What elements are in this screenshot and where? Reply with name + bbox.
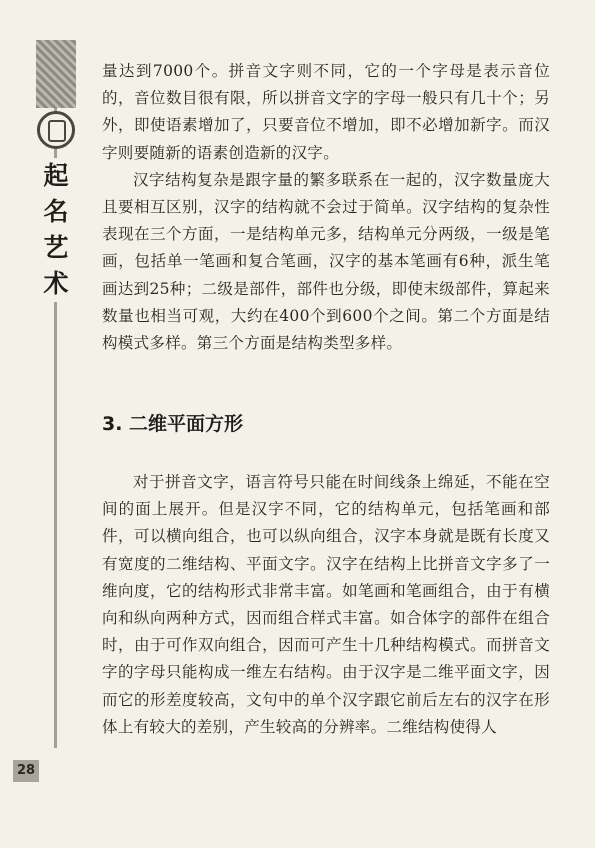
paragraph-structure: 汉字结构复杂是跟字量的繁多联系在一起的，汉字数量庞大且要相互区别，汉字的结构就不会过于简单。汉字结构的复杂性表现在三个方面，一是结构单元多，结构单元分两级，一级是笔画，包括单一笔画和复合笔画，汉字的基本笔画有6种，派生笔画达到25种；二级是部件，部件也分级，即使末级部件，算起来数量也相当可观，大约在400个到600个之间。第二个方面是结构模式多样。第三个方面是结构类型多样。 [102,170,550,353]
body-text [102,58,550,357]
seal-icon [37,111,75,149]
series-title [42,158,70,302]
paragraph-continued: 量达到7000个。拼音文字则不同，它的一个字母是表示音位的，音位数目很有限，所以拼音文字的字母一般只有几十个；另外，即使语素增加了，只要音位不增加，即不必增加新字。而汉字则要随新的语素创造新的汉字。 [102,62,550,162]
paragraph-two-dimensional: 对于拼音文字，语言符号只能在时间线条上绵延，不能在空间的面上展开。但是汉字不同，它的结构单元，包括笔画和部件，可以横向组合，也可以纵向组合，汉字本身就是既有长度又有宽度的二维结构、平面文字。汉字在结构上比拼音文字多了一维向度，它的结构形式非常丰富。如笔画和笔画组合，由于有横向和纵向两种方式，因而组合样式丰富。如合体字的部件在组合时，由于可作双向组合，因而可产生十几种结构模式。而拼音文字的字母只能构成一维左右结构。由于汉字是二维平面文字，因而它的形差度较高，文句中的单个汉字跟它前后左右的汉字在形体上有较大的差别，产生较高的分辨率。二维结构使得人 [102,473,550,736]
series-title-char: 艺 [43,233,69,262]
section-body [102,469,550,741]
series-title-char: 名 [43,197,69,226]
page-number: 28 [13,760,39,782]
series-title-char: 起 [43,161,69,190]
section-heading: 3. 二维平面方形 [102,413,244,435]
series-title-char: 术 [43,269,69,298]
sidebar-band [36,40,76,108]
